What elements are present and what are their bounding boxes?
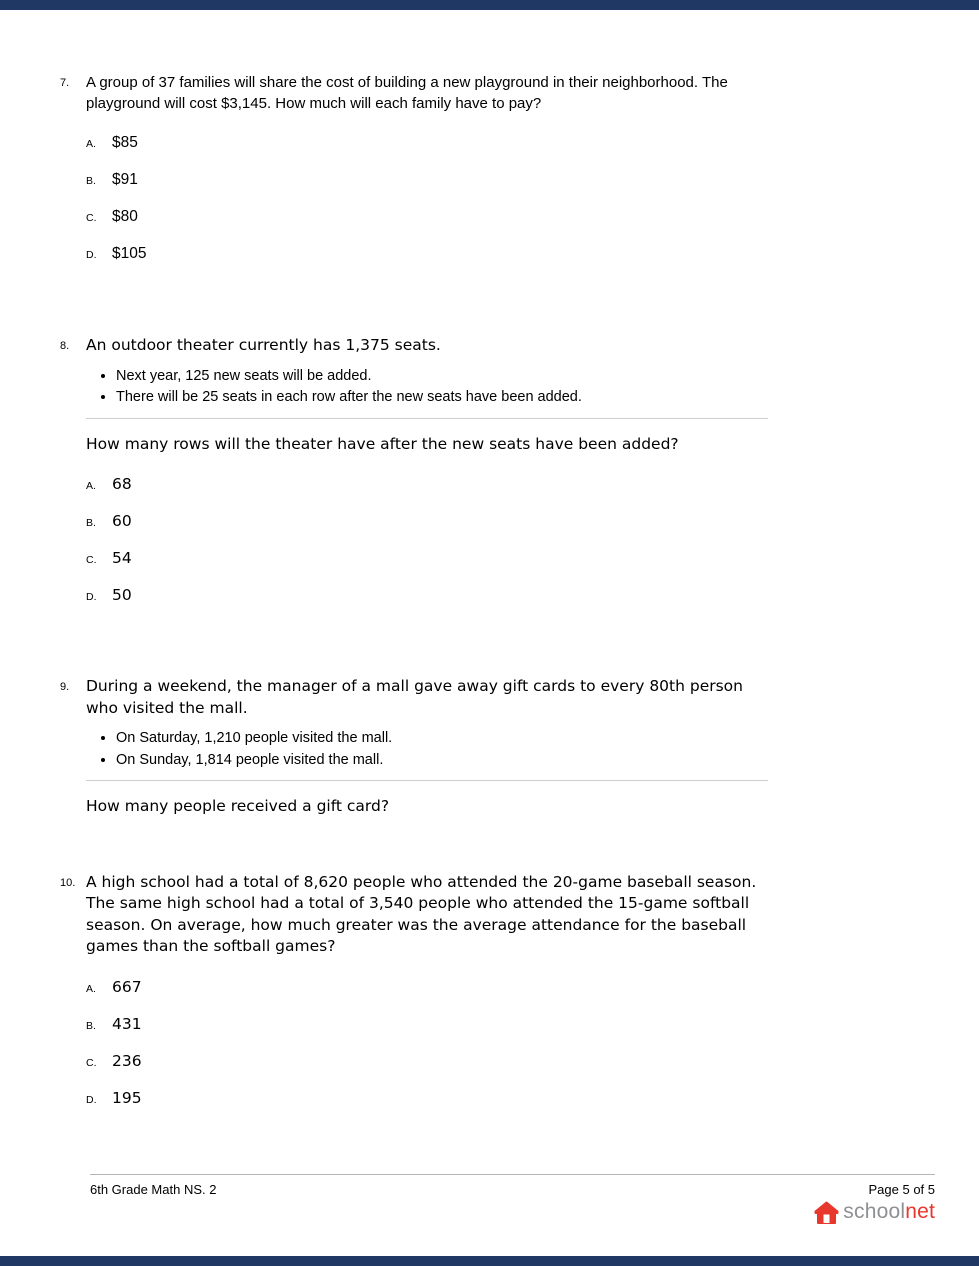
option-row bbox=[86, 1052, 768, 1070]
option-letter: C. bbox=[86, 1056, 97, 1069]
question-body bbox=[86, 72, 768, 282]
question-number: 8. bbox=[60, 340, 70, 352]
option-value: 60 bbox=[112, 512, 132, 530]
bottom-border-bar bbox=[0, 1256, 979, 1266]
schoolnet-logo bbox=[90, 1200, 935, 1224]
option-value: 54 bbox=[112, 549, 132, 567]
option-letter: D. bbox=[86, 249, 97, 261]
option-letter: B. bbox=[86, 1019, 96, 1032]
option-row bbox=[86, 475, 768, 493]
question-8 bbox=[60, 335, 935, 623]
option-value: 68 bbox=[112, 475, 132, 493]
option-value: 667 bbox=[112, 977, 142, 996]
page-footer bbox=[90, 1174, 935, 1224]
answer-options bbox=[86, 475, 768, 604]
footer-divider bbox=[90, 1174, 935, 1175]
bullet-list bbox=[86, 366, 768, 409]
option-row bbox=[86, 245, 768, 263]
schoolnet-logo-school: school bbox=[843, 1200, 906, 1223]
schoolnet-logo-text bbox=[843, 1200, 935, 1224]
option-row bbox=[86, 171, 768, 189]
question-followup: How many people received a gift card? bbox=[86, 797, 390, 815]
question-10 bbox=[60, 872, 935, 1126]
option-letter: A. bbox=[86, 982, 96, 995]
option-row bbox=[86, 978, 768, 996]
section-divider bbox=[86, 780, 768, 781]
option-value: 236 bbox=[112, 1051, 142, 1070]
option-letter: C. bbox=[86, 212, 97, 224]
option-row bbox=[86, 586, 768, 604]
bullet-item: • On Saturday, 1,210 people visited the mall. bbox=[116, 728, 768, 750]
option-row bbox=[86, 134, 768, 152]
option-value: 195 bbox=[112, 1088, 142, 1107]
answer-options bbox=[86, 978, 768, 1107]
option-row bbox=[86, 1015, 768, 1033]
option-letter: D. bbox=[86, 591, 97, 603]
question-7 bbox=[60, 72, 935, 282]
option-letter: D. bbox=[86, 1093, 97, 1106]
option-letter: A. bbox=[86, 480, 96, 492]
schoolnet-house-icon bbox=[814, 1201, 839, 1224]
question-stem: A high school had a total of 8,620 people who attended the 20-game baseball season. The same high school had a total of 3,540 people who attended the 15-game softball season. On average, how much greater was the average attendance for the baseball games than the softball games? bbox=[86, 872, 757, 955]
question-stem: A group of 37 families will share the cost of building a new playground in their neighborhood. The playground will cost $3,145. How much will each family have to pay? bbox=[86, 74, 728, 112]
bullet-item: • On Sunday, 1,814 people visited the mall. bbox=[116, 750, 768, 772]
question-body bbox=[86, 335, 768, 623]
footer-page-number: Page 5 of 5 bbox=[868, 1182, 935, 1197]
question-followup: How many rows will the theater have after the new seats have been added? bbox=[86, 434, 679, 453]
question-number: 10. bbox=[60, 876, 76, 889]
option-value: $91 bbox=[112, 171, 138, 188]
top-border-bar bbox=[0, 0, 979, 10]
option-row bbox=[86, 1089, 768, 1107]
option-value: 431 bbox=[112, 1014, 142, 1033]
question-body bbox=[86, 676, 768, 818]
schoolnet-logo-net: net bbox=[905, 1200, 935, 1223]
bullet-list bbox=[86, 728, 768, 771]
footer-course-label: 6th Grade Math NS. 2 bbox=[90, 1182, 217, 1197]
option-value: $80 bbox=[112, 208, 138, 225]
question-number: 9. bbox=[60, 681, 70, 693]
option-row bbox=[86, 208, 768, 226]
option-row bbox=[86, 512, 768, 530]
section-divider bbox=[86, 418, 768, 419]
question-stem: During a weekend, the manager of a mall gave away gift cards to every 80th person who visited the mall. bbox=[86, 677, 743, 717]
question-body bbox=[86, 872, 768, 1126]
option-value: $105 bbox=[112, 245, 147, 262]
option-letter: B. bbox=[86, 175, 96, 187]
test-page-content bbox=[60, 10, 935, 1126]
question-9 bbox=[60, 676, 935, 818]
option-value: $85 bbox=[112, 134, 138, 151]
option-value: 50 bbox=[112, 586, 132, 604]
option-letter: C. bbox=[86, 554, 97, 566]
bullet-item: • There will be 25 seats in each row after the new seats have been added. bbox=[116, 387, 768, 409]
option-row bbox=[86, 549, 768, 567]
question-number: 7. bbox=[60, 77, 70, 89]
answer-options bbox=[86, 134, 768, 263]
question-stem: An outdoor theater currently has 1,375 seats. bbox=[86, 336, 441, 354]
option-letter: A. bbox=[86, 138, 96, 150]
option-letter: B. bbox=[86, 517, 96, 529]
bullet-item: • Next year, 125 new seats will be added. bbox=[116, 366, 768, 388]
